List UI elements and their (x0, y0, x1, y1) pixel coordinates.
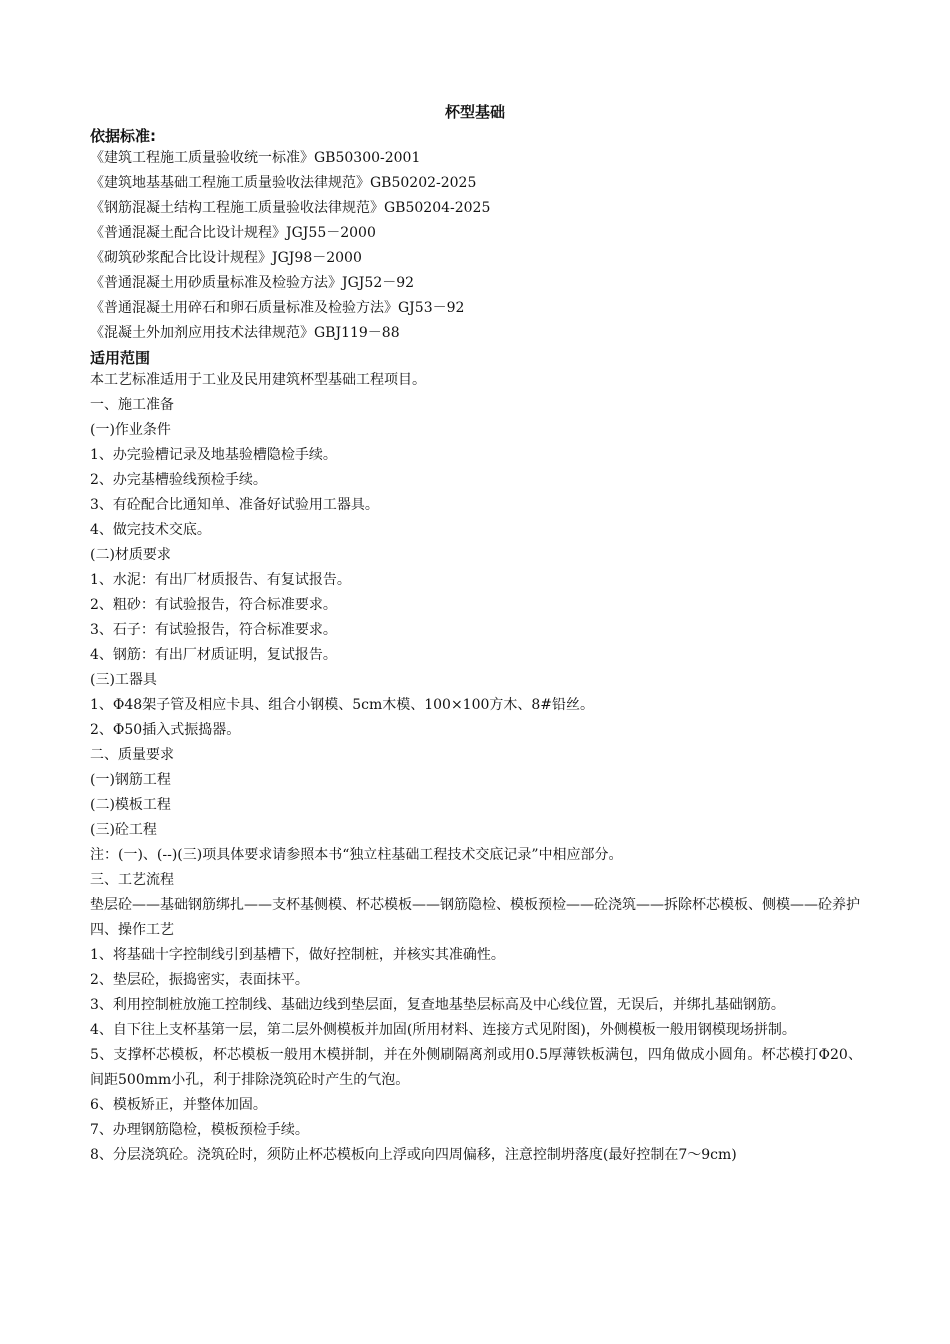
standard-item: 《普通混凝土用砂质量标准及检验方法》JGJ52－92 (90, 275, 415, 291)
standard-item: 《普通混凝土配合比设计规程》JGJ55－2000 (90, 225, 376, 241)
list-item: 1、将基础十字控制线引到基槽下，做好控制桩，并核实其准确性。 (90, 947, 505, 963)
list-item: 5、支撑杯芯模板，杯芯模板一般用木模拼制，并在外侧刷隔离剂或用0.5厚薄铁板满包，四角做成小圆角。杯芯模打Φ20、间距500mm小孔，利于排除浇筑砼时产生的气泡。 (90, 1047, 862, 1088)
list-item: 1、办完验槽记录及地基验槽隐检手续。 (90, 447, 337, 463)
list-item: 2、办完基槽验线预检手续。 (90, 472, 267, 488)
list-item: 7、办理钢筋隐检，模板预检手续。 (90, 1122, 309, 1138)
list-item: 6、模板矫正，并整体加固。 (90, 1097, 267, 1113)
subsection-heading: (三)工器具 (90, 672, 157, 688)
list-item: 4、做完技术交底。 (90, 522, 211, 538)
standards-heading: 依据标准: (90, 127, 156, 145)
standard-item: 《混凝土外加剂应用技术法律规范》GBJ119－88 (90, 325, 400, 341)
subsection-heading: (二)模板工程 (90, 797, 171, 813)
section-heading: 四、操作工艺 (90, 922, 174, 938)
subsection-heading: (二)材质要求 (90, 547, 171, 563)
list-item: 3、石子：有试验报告，符合标准要求。 (90, 622, 337, 638)
standard-item: 《建筑地基基础工程施工质量验收法律规范》GB50202-2025 (90, 175, 477, 191)
standard-item: 《砌筑砂浆配合比设计规程》JGJ98－2000 (90, 250, 362, 266)
list-item: 2、Φ50插入式振捣器。 (90, 722, 241, 738)
subsection-heading: (三)砼工程 (90, 822, 157, 838)
section-heading: 三、工艺流程 (90, 872, 174, 888)
section-heading: 二、质量要求 (90, 747, 174, 763)
list-item: 1、Φ48架子管及相应卡具、组合小钢模、5cm木模、100×100方木、8#铅丝。 (90, 697, 595, 713)
list-item: 3、利用控制桩放施工控制线、基础边线到垫层面，复查地基垫层标高及中心线位置，无误后，并绑扎基础钢筋。 (90, 997, 785, 1013)
list-item: 4、钢筋：有出厂材质证明，复试报告。 (90, 647, 337, 663)
standard-item: 《普通混凝土用碎石和卵石质量标准及检验方法》GJ53－92 (90, 300, 465, 316)
note: 注：(一)、(--)(三)项具体要求请参照本书“独立柱基础工程技术交底记录”中相应部分。 (90, 847, 623, 863)
subsection-heading: (一)作业条件 (90, 422, 171, 438)
section-heading: 一、施工准备 (90, 397, 174, 413)
list-item: 4、自下往上支杯基第一层，第二层外侧模板并加固(所用材料、连接方式见附图)，外侧模板一般用钢模现场拼制。 (90, 1022, 796, 1038)
list-item: 2、粗砂：有试验报告，符合标准要求。 (90, 597, 337, 613)
standard-item: 《建筑工程施工质量验收统一标准》GB50300-2001 (90, 150, 421, 166)
list-item: 3、有砼配合比通知单、准备好试验用工器具。 (90, 497, 379, 513)
process-flow: 垫层砼——基础钢筋绑扎——支杯基侧模、杯芯模板——钢筋隐检、模板预检——砼浇筑——拆除杯芯模板、侧模——砼养护 (90, 897, 860, 913)
list-item: 2、垫层砼，振捣密实，表面抹平。 (90, 972, 309, 988)
scope-heading: 适用范围 (90, 349, 151, 367)
document-body (90, 126, 862, 1168)
paragraph: 本工艺标准适用于工业及民用建筑杯型基础工程项目。 (90, 372, 426, 388)
subsection-heading: (一)钢筋工程 (90, 772, 171, 788)
standard-item: 《钢筋混凝土结构工程施工质量验收法律规范》GB50204-2025 (90, 200, 491, 216)
document-title: 杯型基础 (444, 103, 505, 121)
list-item: 1、水泥：有出厂材质报告、有复试报告。 (90, 572, 351, 588)
list-item: 8、分层浇筑砼。浇筑砼时，须防止杯芯模板向上浮或向四周偏移，注意控制坍落度(最好控制在7～9cm) (90, 1147, 737, 1163)
